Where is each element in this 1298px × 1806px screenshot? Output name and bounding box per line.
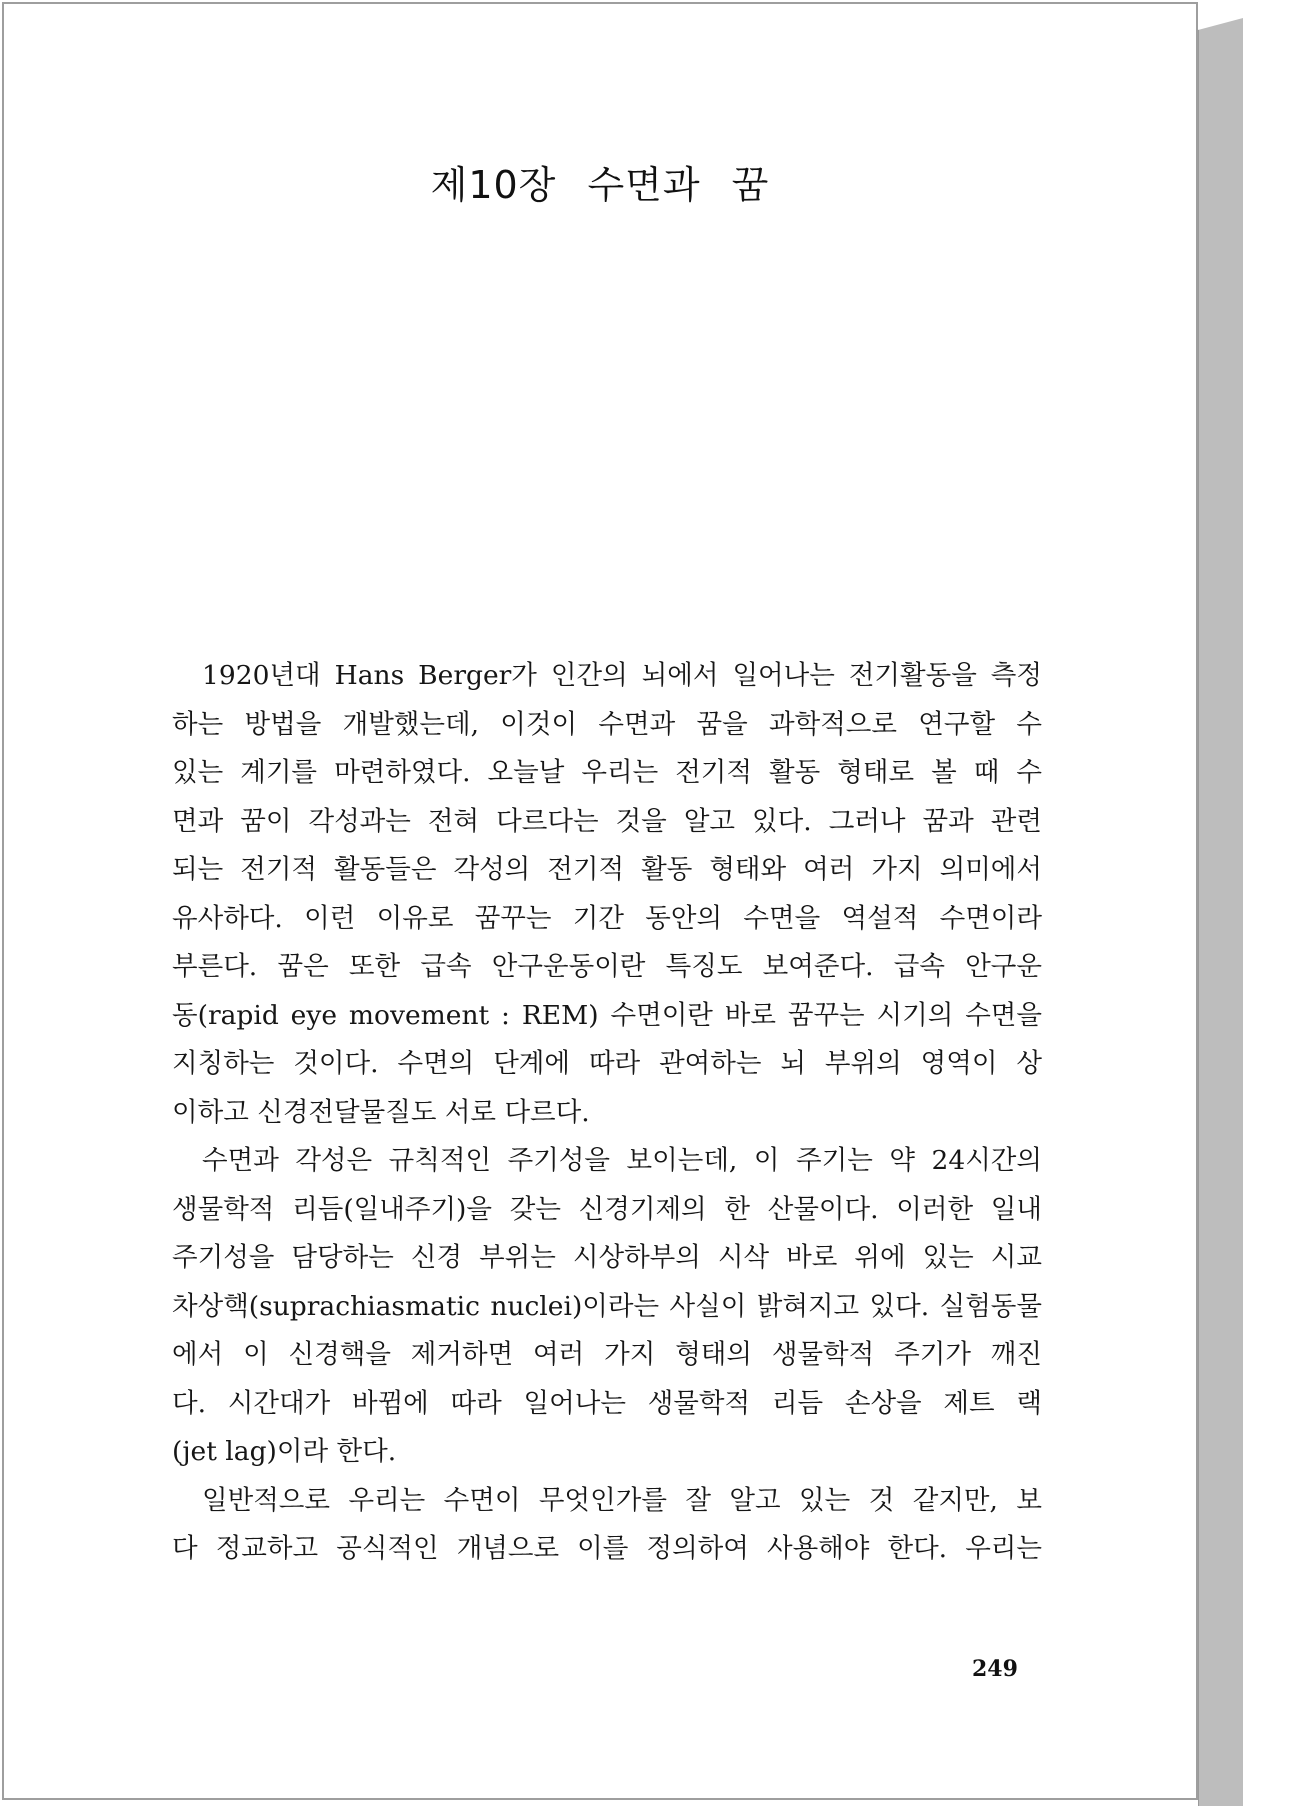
page-number: 249	[972, 1656, 1018, 1682]
text-line: 생물학적 리듬(일내주기)을 갖는 신경기제의 한 산물이다. 이러한 일내	[172, 1193, 1042, 1225]
text-line: 수면과 각성은 규칙적인 주기성을 보이는데, 이 주기는 약 24시간의	[202, 1145, 1042, 1176]
text-line: 일반적으로 우리는 수면이 무엇인가를 잘 알고 있는 것 같지만, 보	[202, 1484, 1042, 1516]
paragraph-3	[172, 1477, 1042, 1574]
text-line: 이하고 신경전달물질도 서로 다르다.	[172, 1096, 590, 1128]
text-line: 지칭하는 것이다. 수면의 단계에 따라 관여하는 뇌 부위의 영역이 상	[172, 1048, 1042, 1079]
book-page-edge	[1198, 18, 1243, 1806]
paragraph-1	[172, 652, 1042, 1137]
text-line: 다. 시간대가 바뀜에 따라 일어나는 생물학적 리듬 손상을 제트 랙	[172, 1387, 1042, 1419]
text-line: 면과 꿈이 각성과는 전혀 다르다는 것을 알고 있다. 그러나 꿈과 관련	[172, 805, 1042, 837]
text-line: 1920년대 Hans Berger가 인간의 뇌에서 일어나는 전기활동을 측정	[202, 660, 1042, 691]
text-line: 차상핵(suprachiasmatic nuclei)이라는 사실이 밝혀지고 있다. 실험동물	[172, 1290, 1042, 1322]
text-line: 주기성을 담당하는 신경 부위는 시상하부의 시삭 바로 위에 있는 시교	[172, 1242, 1042, 1273]
text-line: (jet lag)이라 한다.	[172, 1436, 397, 1467]
text-line: 하는 방법을 개발했는데, 이것이 수면과 꿈을 과학적으로 연구할 수	[172, 708, 1042, 740]
body-text	[172, 652, 1042, 1574]
document-page	[2, 2, 1198, 1800]
text-line: 되는 전기적 활동들은 각성의 전기적 활동 형태와 여러 가지 의미에서	[172, 854, 1042, 885]
paragraph-2	[172, 1137, 1042, 1477]
text-line: 부른다. 꿈은 또한 급속 안구운동이란 특징도 보여준다. 급속 안구운	[172, 951, 1042, 982]
text-line: 동(rapid eye movement : REM) 수면이란 바로 꿈꾸는 시기의 수면을	[172, 999, 1042, 1031]
chapter-title: 제10장 수면과 꿈	[430, 163, 770, 207]
text-line: 다 정교하고 공식적인 개념으로 이를 정의하여 사용해야 한다. 우리는	[172, 1533, 1042, 1564]
text-line: 에서 이 신경핵을 제거하면 여러 가지 형태의 생물학적 주기가 깨진	[172, 1339, 1042, 1370]
text-line: 있는 계기를 마련하였다. 오늘날 우리는 전기적 활동 형태로 볼 때 수	[172, 757, 1042, 788]
text-line: 유사하다. 이런 이유로 꿈꾸는 기간 동안의 수면을 역설적 수면이라	[172, 902, 1042, 934]
